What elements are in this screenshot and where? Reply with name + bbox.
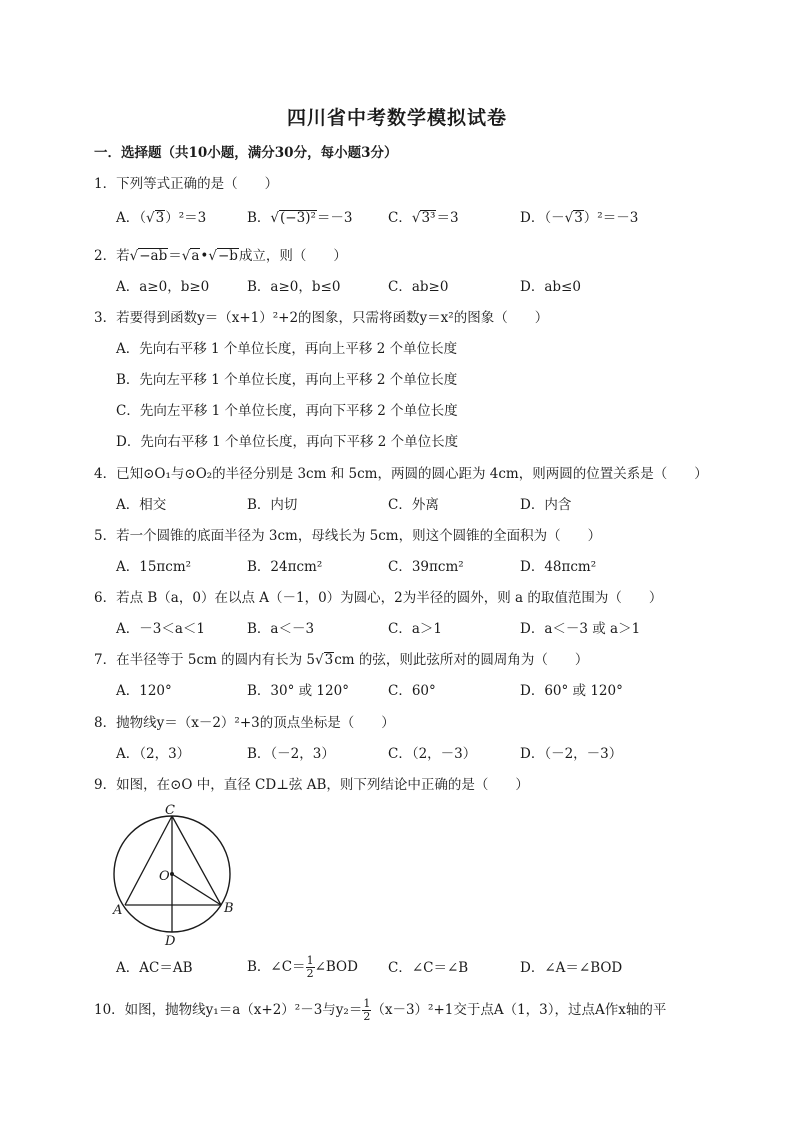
q1-option-d: D．（－√3）²＝－3 [520, 210, 639, 226]
section-heading: 一．选择题（共10小题，满分30分，每小题3分） [94, 145, 398, 161]
q8-option-c: C．（2，－3） [388, 746, 477, 762]
q1-option-b: B．√(−3)²＝－3 [247, 210, 353, 226]
q2-option-d: D．ab≤0 [520, 279, 581, 295]
question-5-stem: 5．若一个圆锥的底面半径为 3cm，母线长为 5cm，则这个圆锥的全面积为（ ） [94, 528, 602, 544]
q5-option-b: B．24πcm² [247, 559, 323, 575]
segment-cb [172, 816, 221, 905]
label-o: O [159, 869, 170, 884]
segment-ac [125, 816, 172, 905]
q6-option-a: A．－3＜a＜1 [116, 621, 205, 637]
q2-option-b: B．a≥0，b≤0 [247, 279, 341, 295]
question-3-stem: 3．若要得到函数y＝（x+1）²+2的图象，只需将函数y＝x²的图象（ ） [94, 310, 549, 326]
question-8-stem: 8．抛物线y＝（x－2）²+3的顶点坐标是（ ） [94, 715, 395, 731]
q5-option-a: A．15πcm² [116, 559, 192, 575]
question-6-stem: 6．若点 B（a，0）在以点 A（－1，0）为圆心，2为半径的圆外，则 a 的取值范围为（ ） [94, 590, 663, 606]
q6-option-d: D．a＜－3 或 a＞1 [520, 621, 641, 637]
question-1-stem: 1．下列等式正确的是（ ） [94, 176, 279, 192]
q6-option-c: C．a＞1 [388, 621, 442, 637]
question-10-stem: 10．如图，抛物线y₁＝a（x+2）²－3与y₂＝ $\frac{1}{2}$ （x－3）²+1交于点A（1，3），过点A作x轴的平 [94, 997, 667, 1023]
q5-option-c: C．39πcm² [388, 559, 464, 575]
label-a: A [113, 903, 123, 918]
center-point [170, 872, 174, 876]
q6-option-b: B．a＜－3 [247, 621, 315, 637]
q9-option-c: C．∠C＝∠B [388, 960, 469, 976]
question-9-stem: 9．如图，在⊙O 中，直径 CD⊥弦 AB，则下列结论中正确的是（ ） [94, 777, 529, 793]
q9-option-d: D．∠A＝∠BOD [520, 960, 623, 976]
q4-option-c: C．外离 [388, 497, 439, 513]
q4-option-b: B．内切 [247, 497, 298, 513]
q3-option-b: B．先向左平移 1 个单位长度，再向上平移 2 个单位长度 [116, 372, 458, 388]
segment-ob [172, 874, 221, 905]
q7-option-d: D．60° 或 120° [520, 683, 623, 699]
q5-option-d: D．48πcm² [520, 559, 597, 575]
q1-option-a: A．（√3）²＝3 [116, 210, 207, 226]
label-c: C [165, 803, 175, 818]
q3-option-c: C．先向左平移 1 个单位长度，再向下平移 2 个单位长度 [116, 403, 458, 419]
q4-option-d: D．内含 [520, 497, 572, 513]
question-4-stem: 4．已知⊙O₁与⊙O₂的半径分别是 3cm 和 5cm，两圆的圆心距为 4cm，则两圆的位置关系是（ ） [94, 466, 708, 482]
q8-option-b: B．（－2，3） [247, 746, 335, 762]
q7-option-b: B．30° 或 120° [247, 683, 349, 699]
question-2-stem: 2．若√−ab＝√a•√−b成立，则（ ） [94, 248, 347, 264]
q9-option-a: A．AC＝AB [116, 960, 193, 976]
circle-figure [105, 800, 245, 950]
q3-option-a: A．先向右平移 1 个单位长度，再向上平移 2 个单位长度 [116, 341, 458, 357]
q2-option-a: A．a≥0，b≥0 [116, 279, 210, 295]
q8-option-d: D．（－2，－3） [520, 746, 623, 762]
page-title: 四川省中考数学模拟试卷 [286, 107, 507, 129]
label-b: B [224, 901, 234, 916]
q8-option-a: A．（2，3） [116, 746, 191, 762]
q3-option-d: D．先向右平移 1 个单位长度，再向下平移 2 个单位长度 [116, 434, 459, 450]
label-d: D [165, 934, 176, 949]
q4-option-a: A．相交 [116, 497, 167, 513]
q7-option-a: A．120° [116, 683, 172, 699]
q2-option-c: C．ab≥0 [388, 279, 449, 295]
q7-option-c: C．60° [388, 683, 436, 699]
q1-option-c: C．√3³＝3 [388, 210, 459, 226]
q9-option-b: B．∠C＝ $\frac{1}{2}$ ∠BOD [247, 954, 358, 980]
question-7-stem: 7．在半径等于 5cm 的圆内有长为 5√3cm 的弦，则此弦所对的圆周角为（ ） [94, 652, 589, 668]
